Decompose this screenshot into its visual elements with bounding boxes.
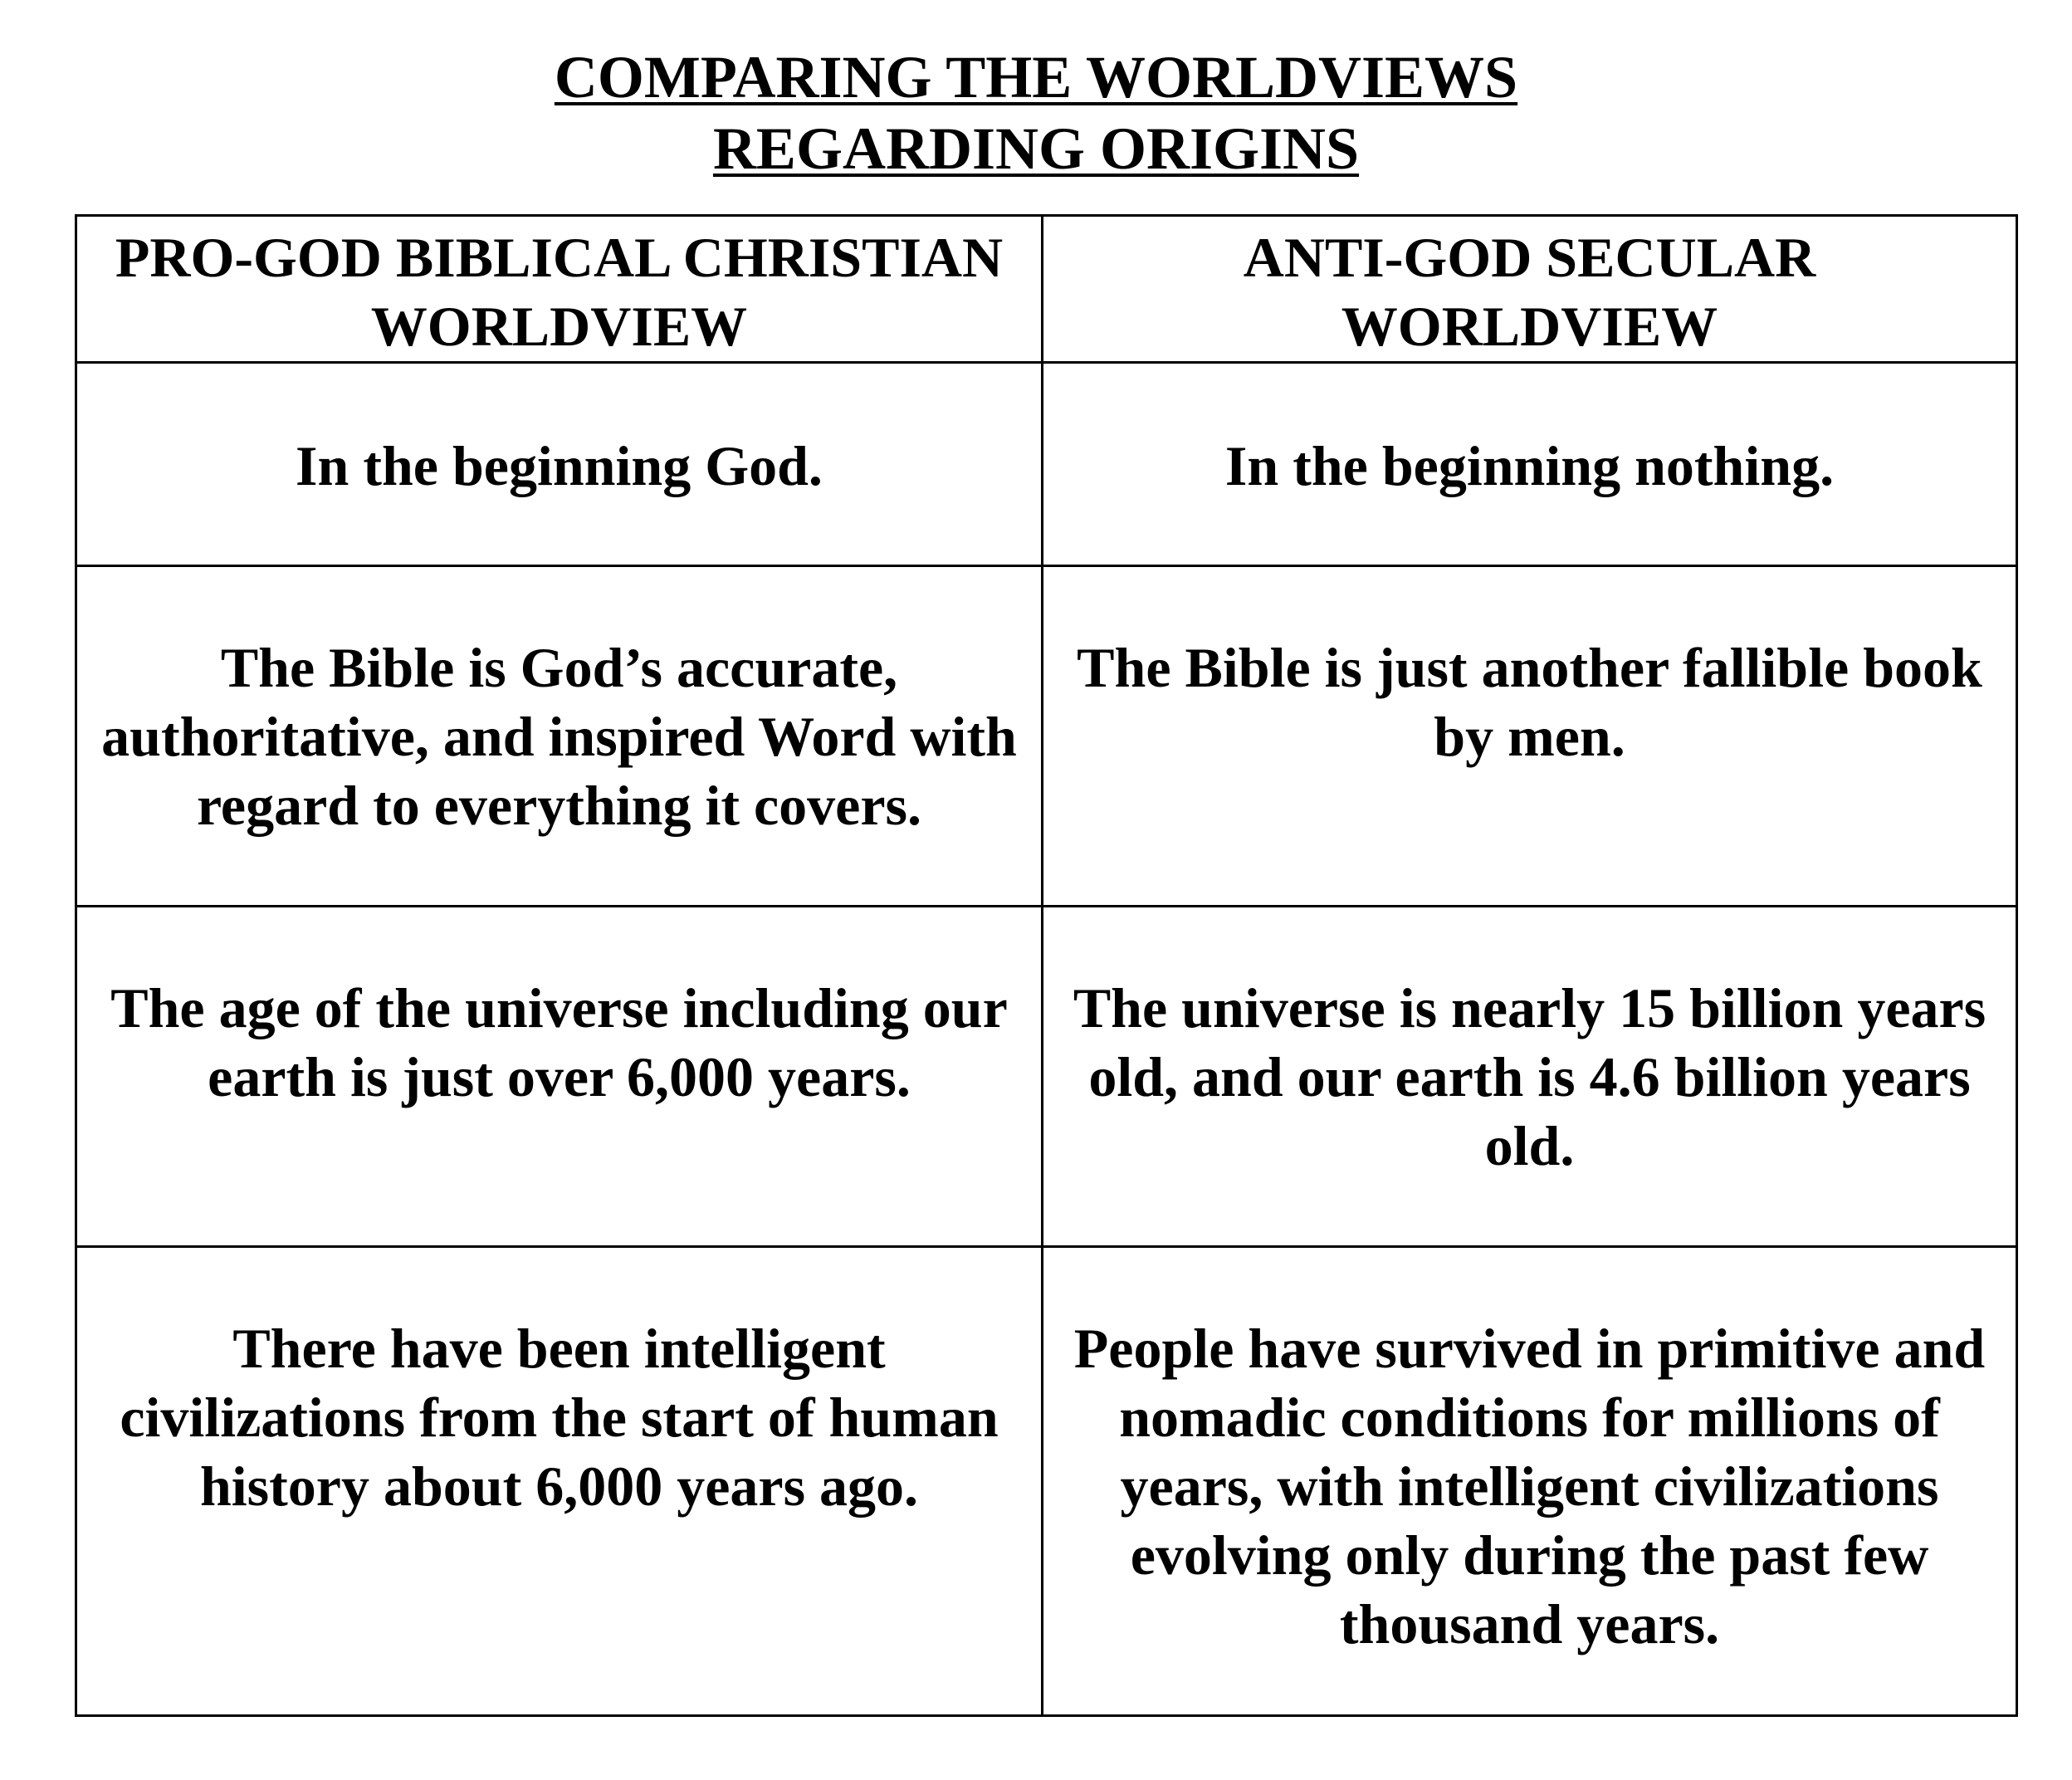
christian-cell bbox=[76, 907, 1043, 1247]
table-row bbox=[76, 566, 2017, 907]
title-line-2: REGARDING ORIGINS bbox=[712, 115, 1360, 182]
table-header-row bbox=[76, 216, 2017, 363]
secular-cell bbox=[1043, 907, 2017, 1247]
christian-statement: The age of the universe including our earth is just over 6,000 years. bbox=[110, 976, 1008, 1108]
worldview-comparison-table bbox=[75, 214, 2018, 1717]
christian-cell bbox=[76, 363, 1043, 566]
secular-statement: The Bible is just another fallible book by men. bbox=[1077, 636, 1982, 768]
table-row bbox=[76, 907, 2017, 1247]
header-christian-label: PRO-GOD BIBLICAL CHRISTIAN WORLDVIEW bbox=[115, 226, 1004, 358]
title-line-1: COMPARING THE WORLDVIEWS bbox=[554, 44, 1518, 110]
header-secular-worldview bbox=[1043, 216, 2017, 363]
secular-cell bbox=[1043, 1247, 2017, 1716]
secular-statement: The universe is nearly 15 billion years old, and our earth is 4.6 billion years old. bbox=[1073, 976, 1986, 1177]
table-row bbox=[76, 1247, 2017, 1716]
header-secular-label: ANTI-GOD SECULAR WORLDVIEW bbox=[1243, 226, 1816, 358]
secular-cell bbox=[1043, 363, 2017, 566]
secular-statement: In the beginning nothing. bbox=[1224, 434, 1835, 497]
christian-cell bbox=[76, 1247, 1043, 1716]
christian-statement: The Bible is God’s accurate, authoritative, and inspired Word with regard to everything it covers. bbox=[101, 636, 1017, 837]
header-christian-worldview bbox=[76, 216, 1043, 363]
secular-cell bbox=[1043, 566, 2017, 907]
secular-statement: People have survived in primitive and nomadic conditions for millions of years, with intelligent civilizations evolving only during the past few thousand years. bbox=[1073, 1317, 1986, 1655]
christian-cell bbox=[76, 566, 1043, 907]
table-row bbox=[76, 363, 2017, 566]
document-title bbox=[0, 42, 2072, 184]
christian-statement: There have been intelligent civilizations from the start of human history about 6,000 years ago. bbox=[120, 1317, 999, 1518]
christian-statement: In the beginning God. bbox=[296, 434, 823, 497]
